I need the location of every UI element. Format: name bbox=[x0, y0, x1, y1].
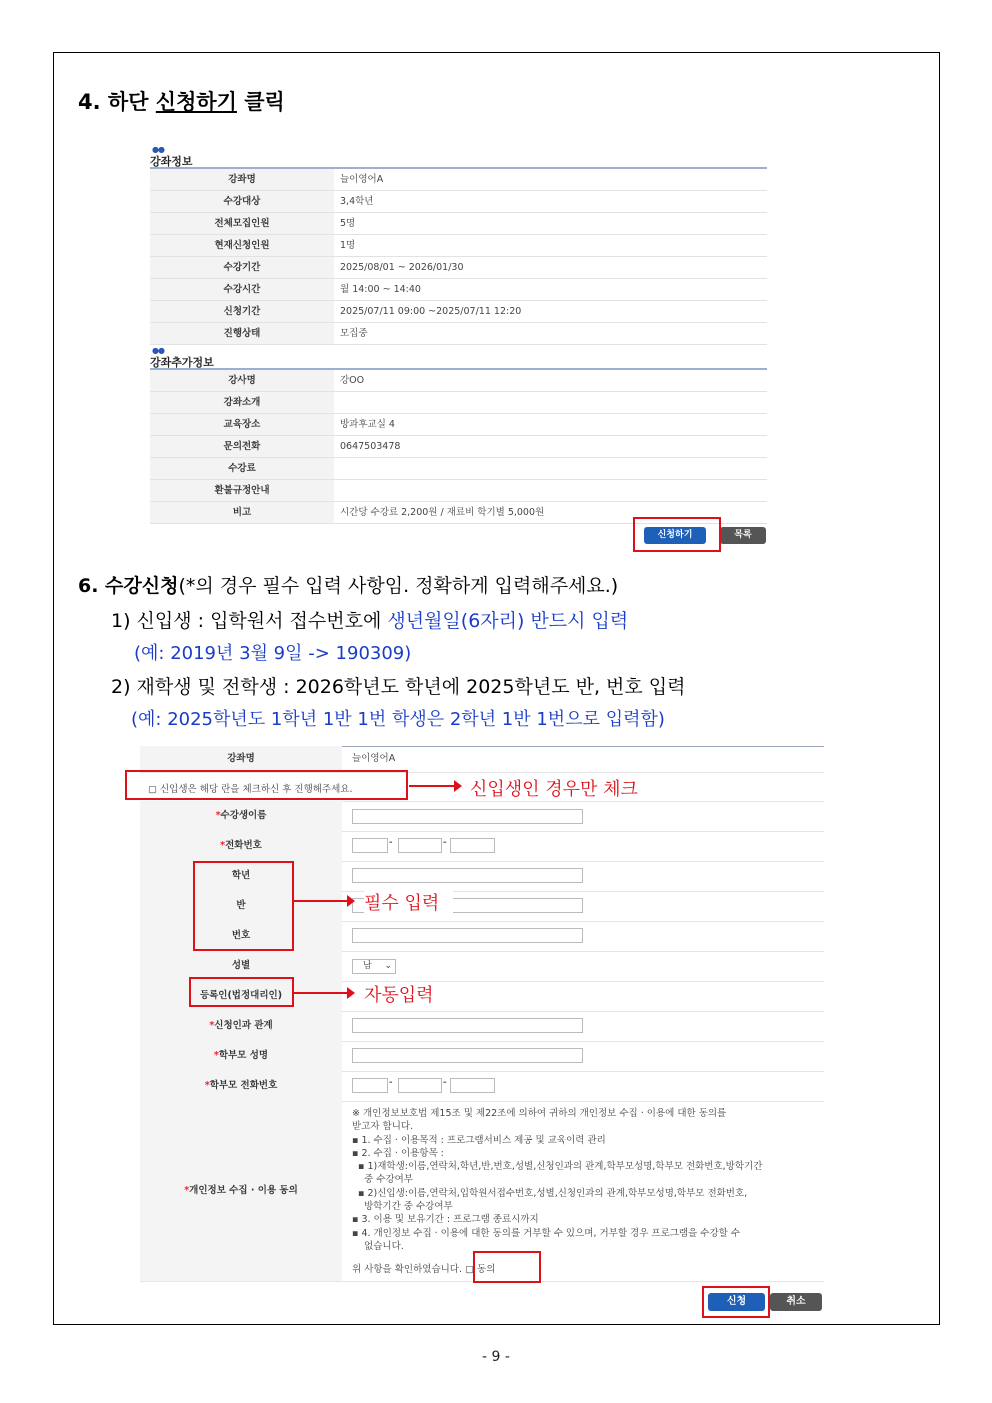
highlight-apply bbox=[633, 517, 721, 552]
note-newstudent-only: 신입생인 경우만 체크 bbox=[470, 775, 658, 801]
cancel-button[interactable]: 취소 bbox=[770, 1293, 822, 1311]
row-value: 1명 bbox=[340, 240, 356, 251]
step6-line1: 1) 신입생 : 입학원서 접수번호에 생년월일(6자리) 반드시 입력 bbox=[111, 610, 629, 632]
table-row bbox=[150, 414, 767, 436]
row-label: 진행상태 bbox=[150, 323, 334, 344]
row-label: 현재신청인원 bbox=[150, 235, 334, 256]
phone-input-2[interactable] bbox=[398, 838, 442, 853]
parent-phone-input-1[interactable] bbox=[352, 1078, 388, 1093]
table-row bbox=[150, 213, 767, 235]
table-row bbox=[150, 458, 767, 480]
bullet-dots-icon: ●● bbox=[152, 145, 164, 154]
course-extra-title: 강좌추가정보 bbox=[150, 356, 214, 369]
highlight-newstudent bbox=[125, 770, 408, 800]
chevron-down-icon: ⌄ bbox=[384, 961, 392, 971]
step6-line2: 2) 재학생 및 전학생 : 2026학년도 학년에 2025학년도 반, 번호 입력 bbox=[111, 676, 686, 698]
grade-label: 학년 bbox=[140, 861, 342, 891]
row-label: 강좌명 bbox=[150, 169, 334, 190]
number-input[interactable] bbox=[352, 928, 583, 943]
table-row bbox=[150, 169, 767, 191]
phone-label: *전화번호 bbox=[140, 831, 342, 861]
agree-checkbox[interactable]: ▢ 동의 bbox=[465, 1264, 496, 1275]
phone-dash: - bbox=[389, 837, 393, 848]
privacy-line: ▪ 1)재학생:이름,연락처,학년,반,번호,성별,신청인과의 관계,학부모성명,학부모 전화번호,방학기간 bbox=[352, 1161, 763, 1173]
row-value: 월 14:00 ~ 14:40 bbox=[340, 284, 421, 295]
row-value bbox=[334, 458, 767, 479]
row-value: 시간당 수강료 2,200원 / 재료비 학기별 5,000원 bbox=[340, 507, 545, 518]
parent-phone-input-3[interactable] bbox=[450, 1078, 495, 1093]
row-value: 3,4학년 bbox=[340, 196, 374, 207]
arrow-required bbox=[294, 900, 348, 902]
privacy-line: ※ 개인정보보호법 제15조 및 제22조에 의하여 귀하의 개인정보 수집 · 이용에 대한 동의를 bbox=[352, 1108, 727, 1119]
privacy-line: ▪ 3. 이용 및 보유기간 : 프로그램 종료시까지 bbox=[352, 1214, 539, 1226]
row-value: 방과후교실 4 bbox=[340, 419, 395, 430]
newstudent-checkbox[interactable]: ▢ 신입생은 해당 란을 체크하신 후 진행해주세요. bbox=[148, 784, 353, 795]
table-row bbox=[150, 370, 767, 392]
course-info-table bbox=[150, 167, 767, 345]
table-row bbox=[150, 191, 767, 213]
row-value: 강OO bbox=[340, 375, 365, 386]
row-label: 수강대상 bbox=[150, 191, 334, 212]
table-row bbox=[150, 480, 767, 502]
form-row-parent-phone bbox=[140, 1071, 824, 1102]
course-info-title: 강좌정보 bbox=[150, 155, 193, 168]
form-row-course bbox=[140, 746, 824, 773]
phone-input-1[interactable] bbox=[352, 838, 388, 853]
student-name-input[interactable] bbox=[352, 809, 583, 824]
page-number: - 9 - bbox=[482, 1349, 510, 1365]
highlight-registrant bbox=[189, 977, 294, 1007]
course-value: 늘이영어A bbox=[352, 753, 396, 764]
form-row-phone bbox=[140, 831, 824, 862]
apply-button[interactable]: 신청하기 bbox=[644, 527, 706, 544]
privacy-line: ▪ 4. 개인정보 수집 · 이용에 대한 동의를 거부할 수 있으며, 거부할 경우 프로그램을 수강할 수 bbox=[352, 1227, 741, 1239]
row-label: 전체모집인원 bbox=[150, 213, 334, 234]
course-detail-screenshot bbox=[150, 145, 767, 547]
row-value: 모집중 bbox=[340, 328, 368, 339]
privacy-line: ▪ 2)신입생:이름,연락처,입학원서접수번호,성별,신청인과의 관계,학부모성명,학부모 전화번호, bbox=[352, 1187, 748, 1199]
row-label: 강사명 bbox=[150, 370, 334, 391]
row-label: 교육장소 bbox=[150, 414, 334, 435]
arrow-newstudent bbox=[409, 785, 455, 787]
row-value bbox=[334, 392, 767, 413]
relation-label: *신청인과 관계 bbox=[140, 1011, 342, 1041]
row-value: 5명 bbox=[340, 218, 356, 229]
privacy-line: ▪ 1. 수집 · 이용목적 : 프로그램서비스 제공 및 교육이력 관리 bbox=[352, 1134, 606, 1146]
row-label: 수강기간 bbox=[150, 257, 334, 278]
gender-select[interactable]: 남 ⌄ bbox=[352, 959, 396, 974]
form-row-parent-name bbox=[140, 1041, 824, 1072]
table-row bbox=[150, 279, 767, 301]
registrant-label: 등록인(법정대리인) bbox=[140, 981, 342, 1011]
class-label: 반 bbox=[140, 891, 342, 921]
confirm-text: 위 사항을 확인하였습니다. bbox=[352, 1264, 463, 1275]
parent-phone-input-2[interactable] bbox=[398, 1078, 442, 1093]
table-row bbox=[150, 436, 767, 458]
row-label: 문의전화 bbox=[150, 436, 334, 457]
parent-phone-label: *학부모 전화번호 bbox=[140, 1071, 342, 1101]
privacy-line: 없습니다. bbox=[352, 1240, 404, 1252]
form-row-student-name bbox=[140, 801, 824, 832]
parent-name-input[interactable] bbox=[352, 1048, 583, 1063]
gender-label: 성별 bbox=[140, 951, 342, 981]
privacy-notice bbox=[352, 1107, 817, 1253]
row-label: 신청기간 bbox=[150, 301, 334, 322]
highlight-grade-class-number bbox=[193, 861, 294, 951]
privacy-line: 중 수강여부 bbox=[352, 1174, 413, 1186]
submit-button[interactable]: 신청 bbox=[708, 1293, 765, 1311]
highlight-agree bbox=[473, 1251, 541, 1283]
table-row bbox=[150, 235, 767, 257]
student-name-label: *수강생이름 bbox=[140, 801, 342, 831]
privacy-line: ▪ 2. 수집 · 이용항목 : bbox=[352, 1147, 444, 1159]
table-row bbox=[150, 323, 767, 345]
row-value bbox=[334, 480, 767, 501]
note-auto: 자동입력 bbox=[364, 985, 434, 1006]
row-label: 비고 bbox=[150, 502, 334, 523]
row-label: 수강시간 bbox=[150, 279, 334, 300]
application-form-screenshot bbox=[140, 746, 824, 1282]
phone-input-3[interactable] bbox=[450, 838, 495, 853]
step6-line2-example: (예: 2025학년도 1학년 1반 1번 학생은 2학년 1반 1번으로 입력함) bbox=[131, 709, 665, 730]
number-label: 번호 bbox=[140, 921, 342, 951]
row-value: 2025/07/11 09:00 ~2025/07/11 12:20 bbox=[340, 306, 522, 317]
step6-line1-example: (예: 2019년 3월 9일 -> 190309) bbox=[134, 643, 412, 664]
row-value: 늘이영어A bbox=[340, 174, 384, 185]
form-row-relation bbox=[140, 1011, 824, 1042]
newstudent-check-label: 신입생은 해당 란을 체크하신 후 진행해주세요. bbox=[160, 784, 353, 795]
bullet-dots-icon: ●● bbox=[152, 346, 164, 355]
privacy-label: *개인정보 수집 · 이용 동의 bbox=[140, 1101, 342, 1281]
privacy-line: 받고자 합니다. bbox=[352, 1121, 414, 1133]
highlight-submit bbox=[702, 1286, 770, 1318]
phone-dash: - bbox=[443, 837, 447, 848]
row-value: 2025/08/01 ~ 2026/01/30 bbox=[340, 262, 464, 273]
phone-dash: - bbox=[443, 1077, 447, 1088]
note-required: 필수 입력 bbox=[364, 889, 453, 915]
row-value: 0647503478 bbox=[340, 441, 401, 452]
step4-heading: 4. 하단 신청하기 클릭 bbox=[78, 90, 285, 114]
arrow-auto bbox=[294, 992, 348, 994]
row-label: 강좌소개 bbox=[150, 392, 334, 413]
step6-heading: 6. 수강신청(*의 경우 필수 입력 사항임. 정확하게 입력해주세요.) bbox=[78, 575, 619, 597]
course-label: 강좌명 bbox=[140, 746, 342, 772]
row-label: 수강료 bbox=[150, 458, 334, 479]
relation-input[interactable] bbox=[352, 1018, 583, 1033]
table-row bbox=[150, 301, 767, 323]
row-label: 환불규정안내 bbox=[150, 480, 334, 501]
parent-name-label: *학부모 성명 bbox=[140, 1041, 342, 1071]
phone-dash: - bbox=[389, 1077, 393, 1088]
list-button[interactable]: 목록 bbox=[720, 527, 766, 544]
privacy-line: 방학기간 중 수강여부 bbox=[352, 1201, 453, 1213]
course-extra-table bbox=[150, 368, 767, 524]
grade-input[interactable] bbox=[352, 868, 583, 883]
table-row bbox=[150, 392, 767, 414]
table-row bbox=[150, 257, 767, 279]
